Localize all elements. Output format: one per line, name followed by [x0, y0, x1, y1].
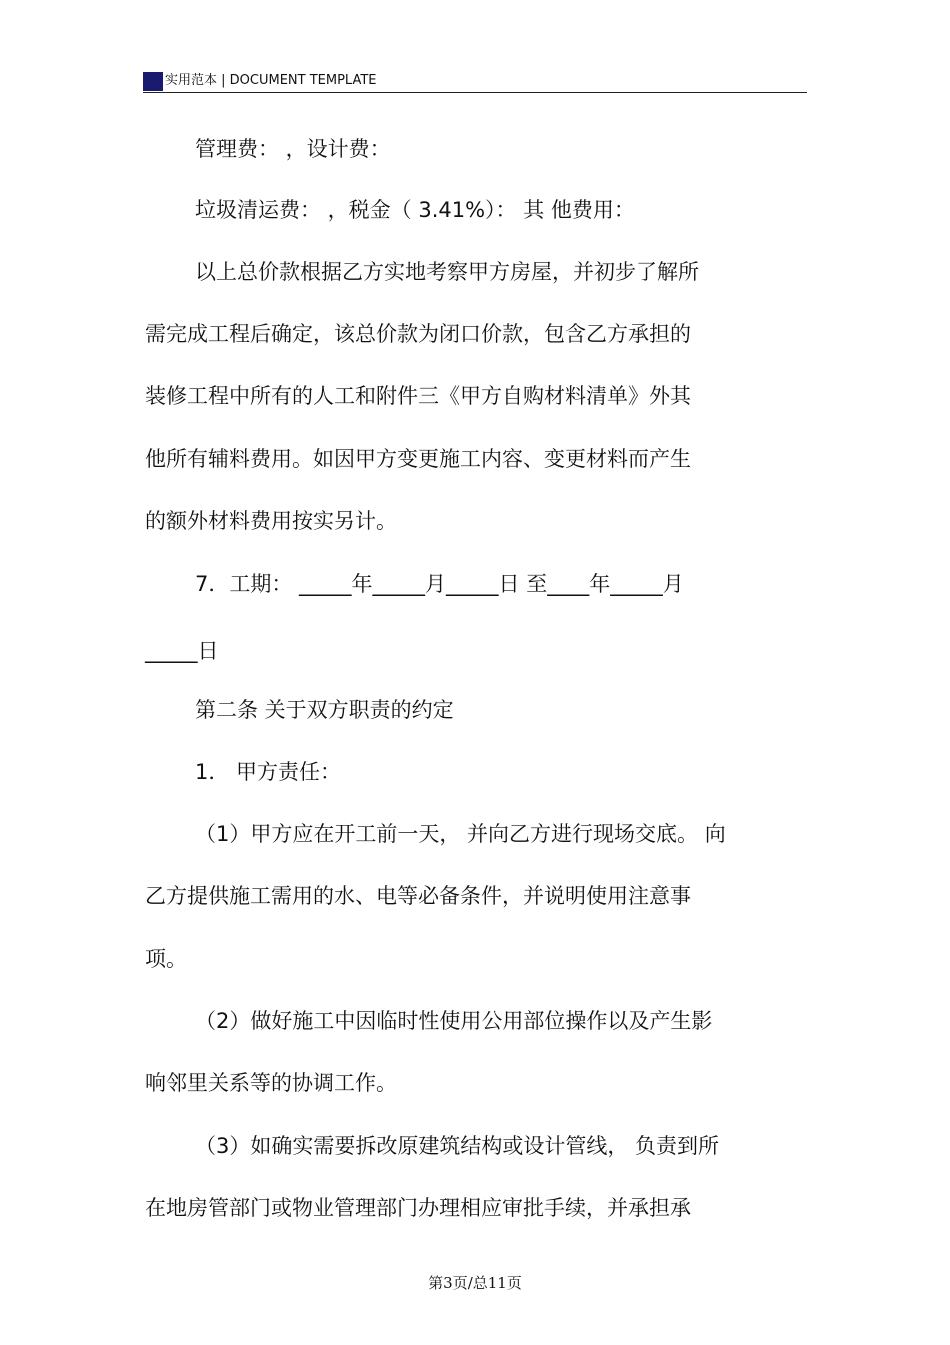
text-line: 他所有辅料费用。如因甲方变更施工内容、变更材料而产生 — [145, 447, 691, 471]
text-line: 的额外材料费用按实另计。 — [145, 509, 397, 533]
logo-square-icon — [143, 72, 163, 91]
text-line: 在地房管部门或物业管理部门办理相应审批手续，并承担承 — [145, 1196, 691, 1220]
text-line: （3）如确实需要拆改原建筑结构或设计管线， 负责到所 — [195, 1134, 720, 1158]
text-line: _____日 — [145, 639, 219, 663]
text-line: 以上总价款根据乙方实地考察甲方房屋，并初步了解所 — [195, 260, 699, 284]
text-line: 装修工程中所有的人工和附件三《甲方自购材料清单》外其 — [145, 384, 691, 408]
text-line: 响邻里关系等的协调工作。 — [145, 1071, 397, 1095]
header-title: 实用范本 | DOCUMENT TEMPLATE — [165, 73, 377, 88]
text-line: 需完成工程后确定，该总价款为闭口价款，包含乙方承担的 — [145, 322, 691, 346]
text-line: 1． 甲方责任： — [195, 760, 342, 784]
page-number: 第3页/总11页 — [428, 1274, 522, 1292]
text-line: 垃圾清运费： ，税金（ 3.41%）： 其 他费用： — [195, 198, 635, 222]
text-line: 乙方提供施工需用的水、电等必备条件，并说明使用注意事 — [145, 884, 691, 908]
text-line: 管理费： ，设计费： — [195, 137, 391, 161]
text-line: 项。 — [145, 947, 187, 971]
section-heading: 第二条 关于双方职责的约定 — [195, 698, 454, 722]
text-line: 7．工期： _____年_____月_____日 至____年_____月 — [195, 572, 684, 596]
text-line: （2）做好施工中因临时性使用公用部位操作以及产生影 — [195, 1009, 713, 1033]
text-line: （1）甲方应在开工前一天， 并向乙方进行现场交底。 向 — [195, 822, 726, 846]
page-header — [143, 70, 807, 93]
